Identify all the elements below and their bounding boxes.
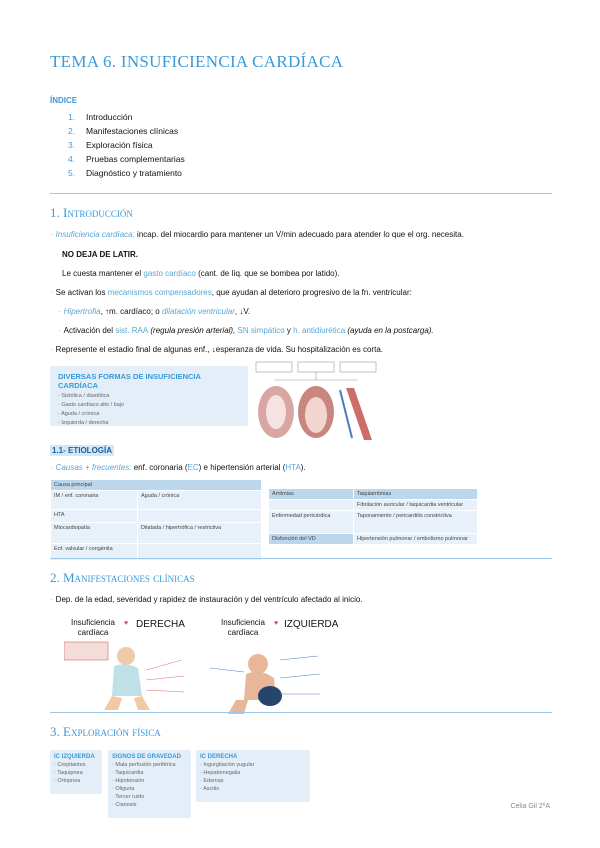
index-list — [68, 110, 185, 180]
etiology-table-1 — [50, 479, 262, 561]
list-item: · Izquierda / derecha — [58, 420, 109, 426]
heart-diagram — [254, 360, 378, 444]
box-list — [108, 761, 191, 809]
manifest-line: · Dep. de la edad, severidad y rapidez de instauración y del ventrículo afectado al inicio. — [50, 595, 363, 604]
table-row: Arritmias Taquiarritmias — [269, 489, 478, 500]
ic-derecha-box — [196, 750, 310, 802]
divider — [50, 558, 552, 559]
figure-title: Insuficiencia cardíaca — [70, 618, 116, 637]
ic-izquierda-box — [50, 750, 102, 794]
line-3: Le cuesta mantener el gasto cardíaco (cant. de líq. que se bombea por latido). — [62, 269, 340, 278]
list-item: · Hipotensión — [112, 778, 145, 784]
list-item: · Aguda / crónica — [58, 411, 100, 417]
section-3-title: 3. Exploración física — [50, 724, 161, 739]
index-item[interactable]: 5. Diagnóstico y tratamiento — [68, 168, 182, 178]
line-7: · Represente el estadio final de algunas enf., ↓esperanza de vida. Su hospitalización es corta. — [50, 345, 383, 354]
table-row: HTA — [51, 510, 262, 523]
list-item: · Ascitis — [200, 786, 219, 792]
line-4: · Se activan los mecanismos compensadores, que ayudan al deterioro progresivo de la fn. ventricular: — [50, 288, 412, 297]
list-item: · Crepitantes — [54, 762, 86, 768]
table-row: Miocardiopatía Dilatada / hipertrófica / restrictiva — [51, 523, 262, 544]
table-row: Disfunción del VD Hipertensión pulmonar / embolismo pulmonar — [269, 534, 478, 545]
figure-ic-derecha — [64, 614, 194, 710]
table-row: Enfermedad pericárdica Taponamiento / pericarditis constrictiva — [269, 511, 478, 534]
box-title: IC IZQUIERDA — [54, 754, 95, 760]
index-item[interactable]: 2. Manifestaciones clínicas — [68, 126, 179, 136]
table-row: Fibrilación auricular / taquicardia ventricular — [269, 500, 478, 511]
heart-icon: ♥ — [274, 620, 279, 627]
table-row: Enf. valvular / congénita — [51, 544, 262, 561]
box-title: IC DERECHA — [200, 754, 238, 760]
divider — [50, 712, 552, 713]
index-item[interactable]: 4. Pruebas complementarias — [68, 154, 185, 164]
index-item[interactable]: 3. Exploración física — [68, 140, 153, 150]
def-line: · Insuficiencia cardíaca: incap. del miocardio para mantener un V/min adecuado para atender lo que el org. necesita. — [50, 230, 464, 239]
index-heading: ÍNDICE — [50, 96, 78, 105]
divider — [50, 193, 552, 194]
forms-box-list — [50, 392, 248, 428]
list-item: · Hepatomegalia — [200, 770, 241, 776]
list-item: · Taquicardia — [112, 770, 144, 776]
patient-illustration — [200, 638, 335, 716]
forms-box-title: DIVERSAS FORMAS DE INSUFICIENCIA CARDÍACA — [58, 372, 201, 390]
forms-box — [50, 366, 248, 426]
page-title: TEMA 6. INSUFICIENCIA CARDÍACA — [50, 52, 344, 71]
signos-gravedad-box — [108, 750, 191, 818]
list-item: · Tercer ruido — [112, 794, 145, 800]
section-2-title: 2. Manifestaciones clínicas — [50, 570, 195, 585]
etiology-line: · Causas + frecuentes: enf. coronaria (EC) e hipertensión arterial (HTA). — [50, 463, 306, 472]
list-item: · Mala perfusión periférica — [112, 762, 176, 768]
list-item: · Ingurgitación yugular — [200, 762, 255, 768]
section-1-title: 1. Introducción — [50, 205, 133, 220]
etiology-table-2 — [268, 488, 478, 545]
list-item: · Cianosis — [112, 802, 137, 808]
line-2: NO DEJA DE LATIR. — [62, 250, 139, 259]
list-item: · Sistólica / diastólica — [58, 393, 110, 399]
box-list — [50, 761, 102, 785]
list-item: · Edemas — [200, 778, 224, 784]
list-item: · Ortopnea — [54, 778, 81, 784]
index-item[interactable]: 1. Introducción — [68, 112, 133, 122]
heart-icon: ♥ — [124, 620, 129, 627]
line-5: · Hipertrofia, ↑m. cardíaco; o dilatación ventricular, ↓V. — [58, 307, 251, 316]
list-item: · Taquipnea — [54, 770, 83, 776]
list-item: · Gasto cardíaco alto / bajo — [58, 402, 125, 408]
table-header: Causa principal — [51, 480, 262, 491]
section-1-1-title: 1.1- ETIOLOGÍA — [52, 446, 113, 455]
table-row: IM / enf. coronaria Aguda / crónica — [51, 491, 262, 510]
box-list — [196, 761, 310, 793]
box-title: SIGNOS DE GRAVEDAD — [112, 754, 181, 760]
line-6: · Activación del sist. RAA (regula presión arterial), SN simpático y h. antidiurética (ayuda en la postcarga). — [58, 326, 434, 335]
list-item: · Oliguria — [112, 786, 135, 792]
patient-illustration — [64, 640, 194, 712]
figure-title: Insuficiencia cardíaca — [220, 618, 266, 637]
figure-ic-izquierda — [200, 614, 339, 714]
figure-side: IZQUIERDA — [284, 619, 339, 630]
figure-side: DERECHA — [136, 619, 185, 630]
footer-author: Celia Gil 2ºA — [510, 803, 550, 810]
